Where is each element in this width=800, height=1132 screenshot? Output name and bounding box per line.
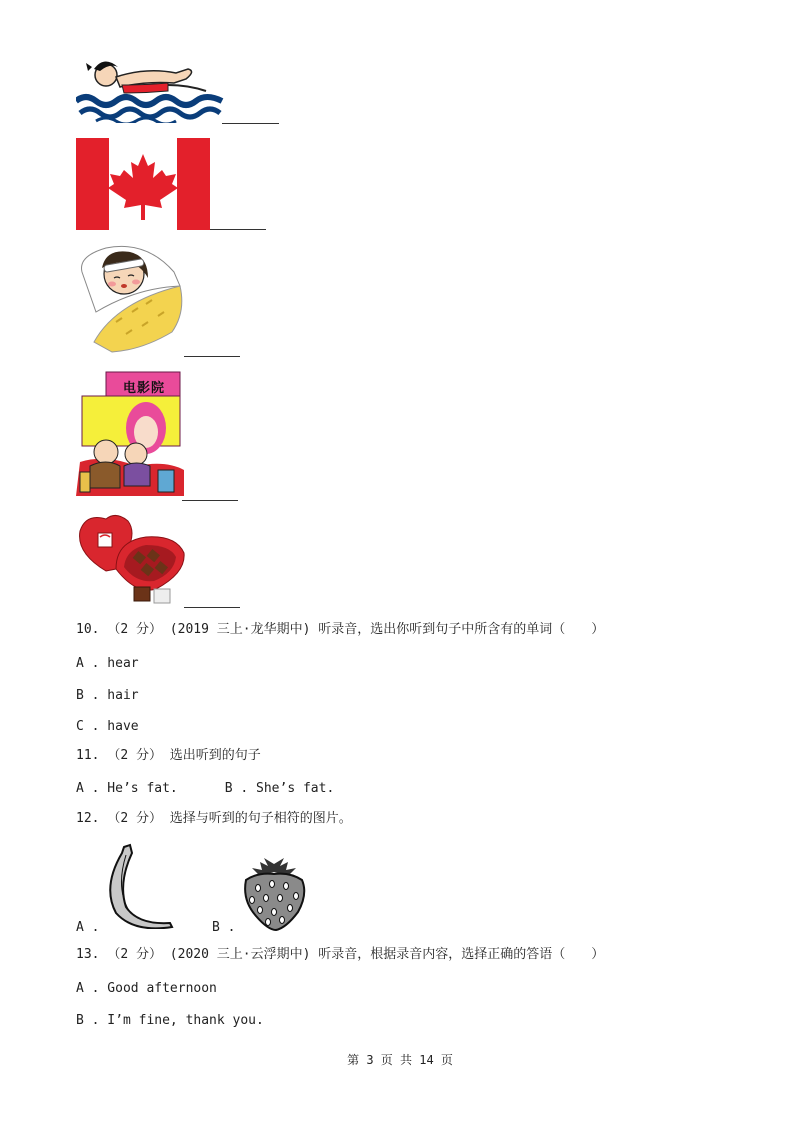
question-11-options[interactable]: A . He’s fat. B . She’s fat.: [76, 781, 335, 796]
banana-picture[interactable]: [104, 843, 176, 929]
answer-blank[interactable]: [182, 500, 238, 501]
question-11-header: 11. （2 分） 选出听到的句子: [76, 748, 261, 763]
cinema-picture: [76, 370, 184, 498]
answer-blank[interactable]: [184, 356, 240, 357]
question-13-header: 13. （2 分） (2020 三上·云浮期中) 听录音，根据录音内容，选择正确的答语（ ）: [76, 947, 605, 962]
option-c[interactable]: C . have: [76, 719, 139, 734]
canada-flag-picture: [76, 138, 210, 230]
option-a[interactable]: A . Good afternoon: [76, 981, 217, 996]
option-a-label[interactable]: A .: [76, 920, 100, 935]
option-b-label[interactable]: B .: [212, 920, 236, 935]
answer-blank[interactable]: [210, 229, 266, 230]
question-10-header: 10. （2 分） (2019 三上·龙华期中) 听录音，选出你听到句子中所含有的单词（ ）: [76, 622, 605, 637]
answer-blank[interactable]: [184, 607, 240, 608]
option-b[interactable]: B . I’m fine, thank you.: [76, 1013, 264, 1028]
answer-blank[interactable]: [222, 123, 279, 124]
strawberry-picture[interactable]: [238, 852, 310, 932]
sick-in-bed-picture: [76, 242, 186, 354]
option-b[interactable]: B . hair: [76, 688, 139, 703]
cinema-sign-text: 电影院: [122, 381, 165, 396]
chocolate-box-picture: [76, 513, 186, 607]
swimming-picture: [76, 55, 226, 123]
option-a[interactable]: A . hear: [76, 656, 139, 671]
question-12-header: 12. （2 分） 选择与听到的句子相符的图片。: [76, 811, 352, 826]
page-footer: 第 3 页 共 14 页: [347, 1053, 453, 1067]
